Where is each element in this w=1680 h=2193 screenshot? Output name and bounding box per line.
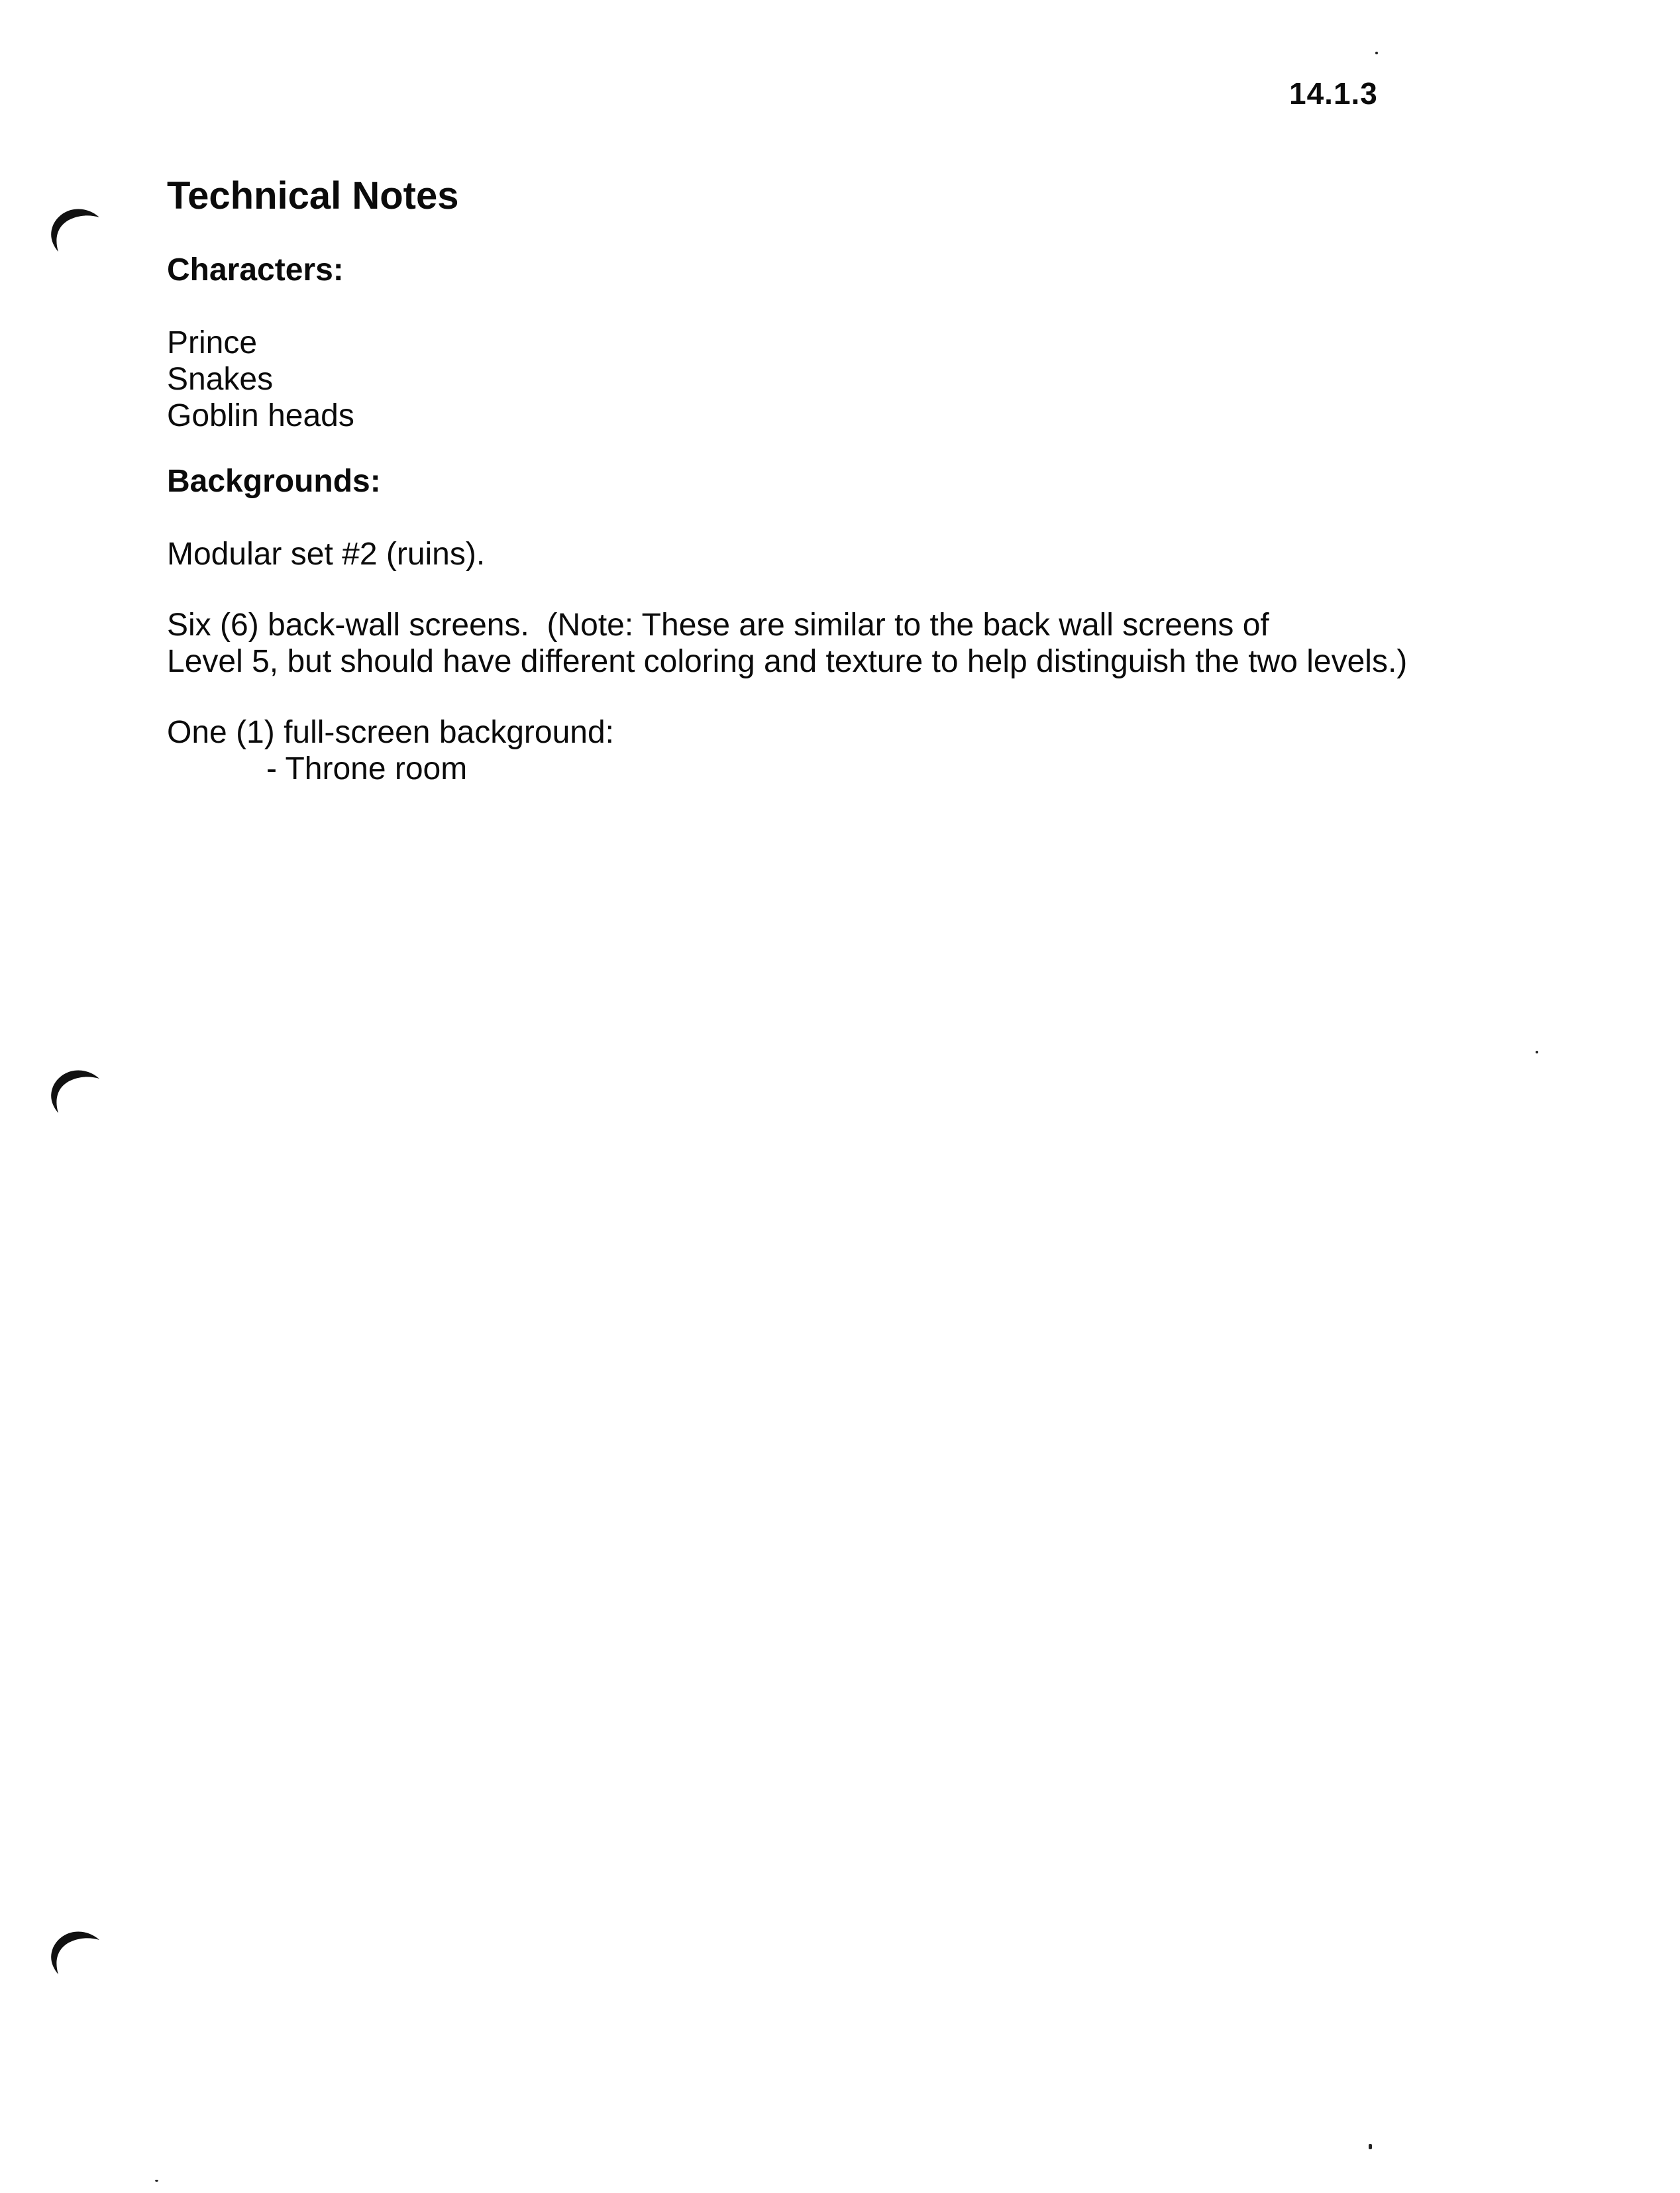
scan-speck <box>1536 1051 1538 1053</box>
characters-heading: Characters: <box>167 252 344 288</box>
back-wall-paragraph <box>167 607 1558 680</box>
punch-hole-icon <box>45 199 105 258</box>
punch-hole-icon <box>45 1060 105 1120</box>
back-wall-line-2: Level 5, but should have different coloring and texture to help distinguish the two levels.) <box>167 644 1408 679</box>
page-title: Technical Notes <box>167 174 459 217</box>
punch-hole-icon <box>45 1921 105 1981</box>
scan-speck <box>1369 2144 1372 2149</box>
document-body <box>167 170 1558 822</box>
scan-speck <box>155 2180 158 2182</box>
full-screen-line-2: - Throne room <box>266 751 468 786</box>
back-wall-line-1: Six (6) back-wall screens. (Note: These are similar to the back wall screens of <box>167 608 1269 643</box>
list-item: Prince <box>167 325 258 360</box>
full-screen-paragraph <box>167 714 1558 787</box>
backgrounds-heading: Backgrounds: <box>167 464 381 499</box>
full-screen-line-1: One (1) full-screen background: <box>167 715 614 750</box>
list-item: Goblin heads <box>167 398 354 433</box>
scan-speck <box>1375 52 1378 54</box>
list-item: Snakes <box>167 362 274 397</box>
characters-list <box>167 325 1558 434</box>
modular-set-text: Modular set #2 (ruins). <box>167 537 486 572</box>
page-number: 14.1.3 <box>1289 76 1378 111</box>
